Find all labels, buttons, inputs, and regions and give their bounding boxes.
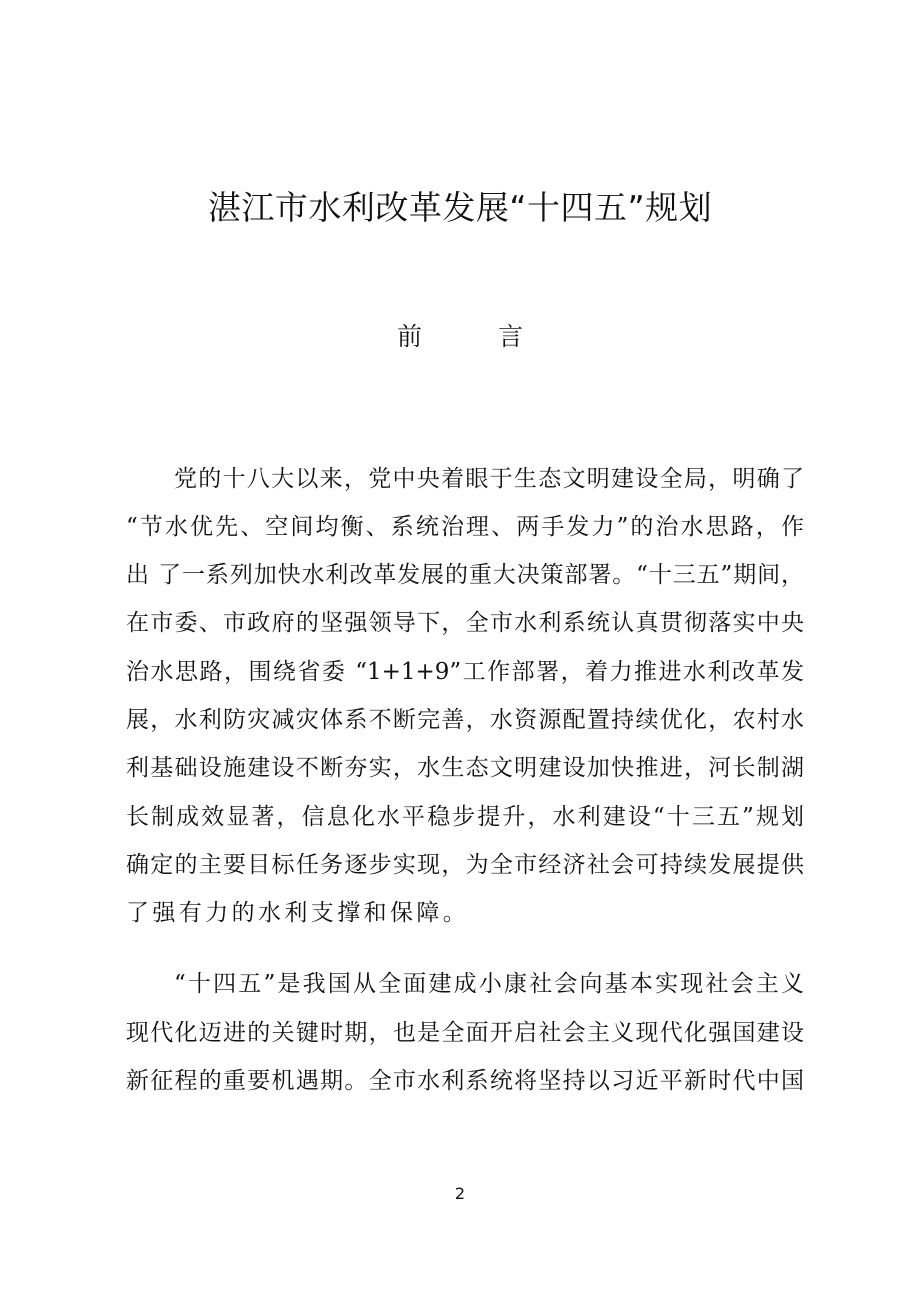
paragraph-line: 了强有力的水利支撑和保障。: [126, 900, 470, 926]
paragraph-line: “节水优先、空间均衡、系统治理、两手发力”的治水思路，作: [126, 514, 804, 540]
page-number: 2: [454, 1184, 466, 1203]
paragraph-line: 党的十八大以来，党中央着眼于生态文明建设全局，明确了: [174, 466, 804, 492]
document-title: 湛江市水利改革发展“十四五”规划: [207, 188, 713, 227]
section-title-preface: 前 言: [397, 322, 557, 351]
paragraph-line: 长制成效显著，信息化水平稳步提升，水利建设“十三五”规划: [126, 804, 804, 830]
paragraph-line: 展，水利防灾减灾体系不断完善，水资源配置持续优化，农村水: [126, 707, 804, 733]
paragraph-line: 出 了一系列加快水利改革发展的重大决策部署。“十三五”期间，: [126, 562, 804, 588]
paragraph-line: 现代化迈进的关键时期，也是全面开启社会主义现代化强国建设: [126, 1020, 804, 1046]
paragraph-line: 在市委、市政府的坚强领导下，全市水利系统认真贯彻落实中央: [126, 610, 804, 636]
paragraph-line: “十四五”是我国从全面建成小康社会向基本实现社会主义: [174, 971, 804, 997]
paragraph-line: 治水思路，围绕省委 “1+1+9”工作部署，着力推进水利改革发: [126, 659, 804, 685]
paragraph-line: 确定的主要目标任务逐步实现，为全市经济社会可持续发展提供: [126, 852, 804, 878]
paragraph-line: 利基础设施建设不断夯实，水生态文明建设加快推进，河长制湖: [126, 755, 804, 781]
paragraph-line: 新征程的重要机遇期。全市水利系统将坚持以习近平新时代中国: [126, 1068, 804, 1094]
